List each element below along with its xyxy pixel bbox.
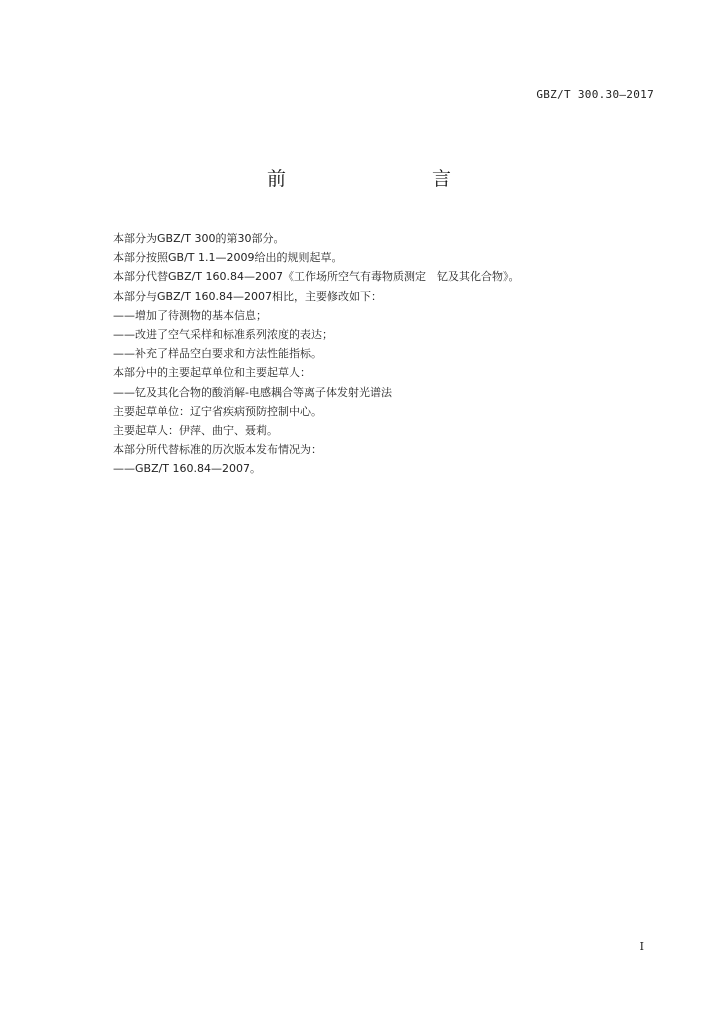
foreword-line: ——增加了待测物的基本信息； (113, 308, 267, 322)
foreword-body (113, 229, 633, 479)
foreword-line: 本部分与GBZ/T 160.84—2007相比，主要修改如下： (113, 289, 383, 303)
page-number: I (639, 940, 644, 953)
foreword-line: ——补充了样品空白要求和方法性能指标。 (113, 347, 322, 361)
foreword-line: 本部分按照GB/T 1.1—2009给出的规则起草。 (113, 251, 343, 265)
foreword-line: ——改进了空气采样和标准系列浓度的表达； (113, 328, 333, 342)
foreword-line: ——GBZ/T 160.84—2007。 (113, 462, 262, 476)
foreword-line: 本部分代替GBZ/T 160.84—2007《工作场所空气有毒物质测定 钇及其化合物》。 (113, 270, 520, 284)
foreword-line: 主要起草单位：辽宁省疾病预防控制中心。 (113, 404, 322, 418)
foreword-line: 本部分所代替标准的历次版本发布情况为： (113, 443, 322, 457)
foreword-line: 本部分为GBZ/T 300的第30部分。 (113, 232, 285, 245)
foreword-line: 本部分中的主要起草单位和主要起草人： (113, 366, 311, 380)
page-title: 前 言 (266, 168, 487, 190)
foreword-line: 主要起草人：伊萍、曲宁、聂莉。 (113, 424, 278, 438)
foreword-line: ——钇及其化合物的酸消解-电感耦合等离子体发射光谱法 (113, 385, 392, 399)
standard-code: GBZ/T 300.30—2017 (536, 88, 654, 101)
